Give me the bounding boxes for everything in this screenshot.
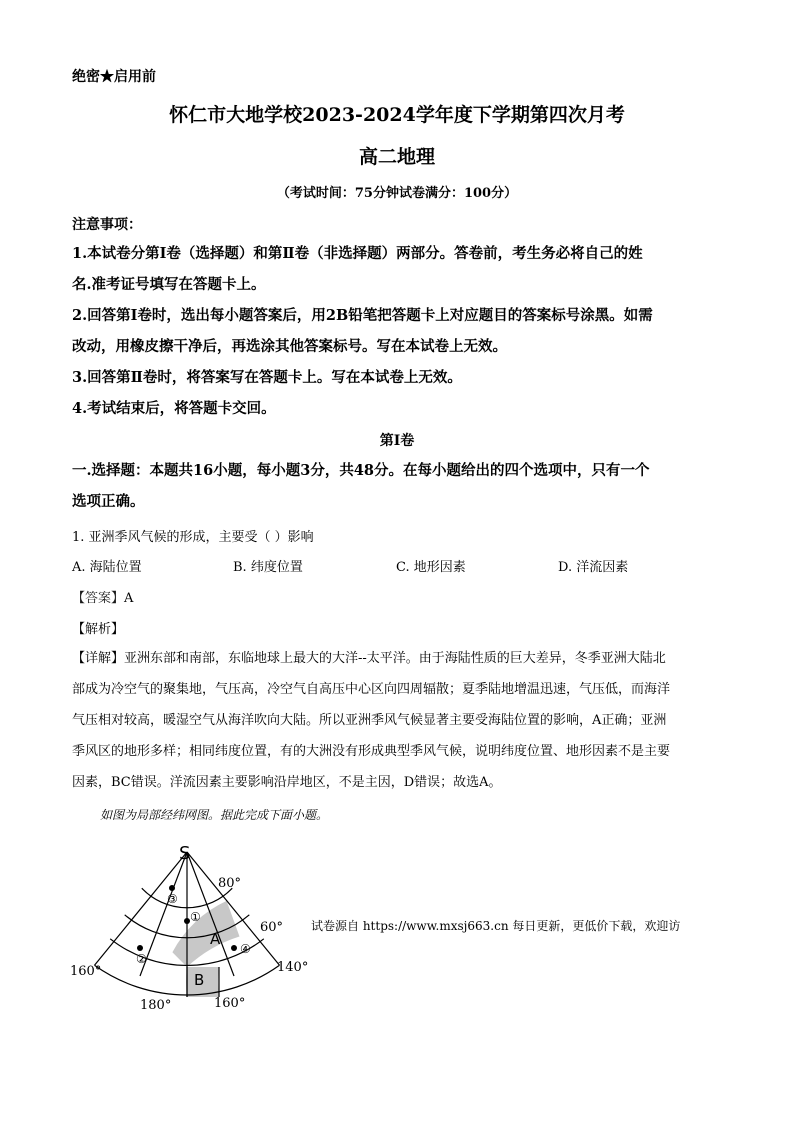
lon-left-label: 160° [70, 964, 102, 979]
region-a-fill [172, 901, 239, 967]
graticule-map [60, 835, 350, 1025]
detail-line: 【详解】亚洲东部和南部，东临地球上最大的大洋--太平洋。由于海陆性质的巨大差异，冬季亚洲大陆北 [72, 651, 666, 666]
detail-line: 气压相对较高，暖湿空气从海洋吹向大陆。所以亚洲季风气候显著主要受海陆位置的影响，A正确；亚洲 [72, 713, 667, 728]
analysis-tag: 【解析】 [72, 622, 125, 637]
point-3-label: ③ [167, 892, 178, 906]
point-1-label: ① [190, 910, 201, 924]
section-intro-line-1: 一.选择题：本题共16小题，每小题3分，共48分。在每小题给出的四个选项中，只有一个 [72, 462, 650, 479]
lon-180-label: 180° [140, 998, 172, 1013]
question-1-stem: 1. 亚洲季风气候的形成，主要受（ ）影响 [72, 530, 314, 545]
point-2-label: ② [136, 952, 147, 966]
notice-item-1 [72, 238, 724, 300]
detail-line: 季风区的地形多样；相同纬度位置，有的大洲没有形成典型季风气候，说明纬度位置、地形因素不是主要 [72, 744, 671, 759]
notice-item-2-line-2: 改动，用橡皮擦干净后，再选涂其他答案标号。写在本试卷上无效。 [72, 338, 507, 355]
lat-80-label: 80° [218, 876, 242, 891]
notice-item-1-line-1: 1.本试卷分第Ⅰ卷（选择题）和第Ⅱ卷（非选择题）两部分。答卷前，考生务必将自己的姓 [72, 245, 643, 262]
analysis-detail [72, 643, 724, 798]
point-4-label: ④ [240, 942, 251, 956]
secret-label: 绝密★启用前 [72, 69, 156, 85]
answer-value: A [124, 591, 134, 606]
point-3-dot [169, 885, 175, 891]
option-a: A. 海陆位置 [72, 560, 142, 575]
option-c: C. 地形因素 [396, 560, 466, 575]
notice-item-2-line-1: 2.回答第Ⅰ卷时，选出每小题答案后，用2B铅笔把答题卡上对应题目的答案标号涂黑。如需 [72, 307, 653, 324]
answer-line [72, 587, 133, 606]
section-title: 第Ⅰ卷 [379, 433, 415, 449]
notice-item-4: 4.考试结束后，将答题卡交回。 [72, 400, 276, 417]
option-b: B. 纬度位置 [233, 560, 303, 575]
lat-60-label: 60° [260, 920, 284, 935]
region-a-label: A [210, 930, 221, 948]
notice-item-1-line-2: 名.准考证号填写在答题卡上。 [72, 276, 266, 293]
detail-line: 因素，BC错误。洋流因素主要影响沿岸地区，不是主因，D错误；故选A。 [72, 775, 502, 790]
pole-label: S [179, 843, 191, 864]
point-4-dot [231, 945, 237, 951]
option-d: D. 洋流因素 [558, 560, 629, 575]
subject-title: 高二地理 [358, 146, 435, 168]
notice-item-3: 3.回答第Ⅱ卷时，将答案写在答题卡上。写在本试卷上无效。 [72, 369, 462, 386]
figure-caption: 如图为局部经纬网图。据此完成下面小题。 [100, 808, 329, 822]
section-intro [72, 455, 724, 517]
lon-140-label: 140° [277, 960, 309, 975]
section-intro-line-2: 选项正确。 [72, 493, 145, 510]
watermark-text: 试卷源自 https://www.mxsj663.cn 每日更新，更低价下载，欢迎访 [311, 919, 681, 933]
notice-item-2 [72, 300, 724, 362]
answer-tag: 【答案】 [72, 591, 125, 606]
exam-info: （考试时间：75分钟试卷满分：100分） [276, 186, 518, 201]
exam-title: 怀仁市大地学校2023-2024学年度下学期第四次月考 [169, 104, 625, 126]
region-b-label: B [194, 971, 205, 989]
detail-line: 部成为冷空气的聚集地，气压高，冷空气自高压中心区向四周辐散；夏季陆地增温迅速，气压低，而海洋 [72, 682, 671, 697]
point-2-dot [137, 945, 143, 951]
notice-heading: 注意事项： [72, 217, 142, 233]
lon-160-label: 160° [214, 996, 246, 1011]
